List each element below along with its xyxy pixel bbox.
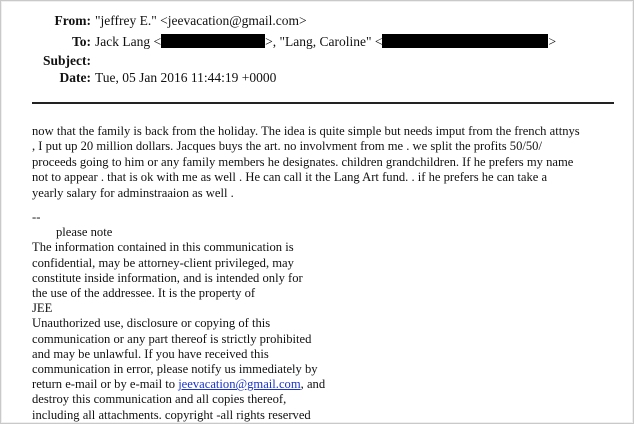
- to-value: [95, 32, 556, 52]
- disclaimer-line: The information contained in this communication is: [32, 240, 294, 255]
- body-line: yearly salary for adminstraaion as well .: [32, 185, 234, 200]
- disclaimer-line: constitute inside information, and is intended only for: [32, 270, 303, 285]
- signature-separator: --: [32, 210, 41, 224]
- redaction-bar: [382, 34, 548, 48]
- disclaimer-line: communication or any part thereof is strictly prohibited: [32, 331, 312, 346]
- from-value: "jeffrey E." <jeevacation@gmail.com>: [95, 13, 307, 28]
- from-row: [0, 11, 634, 31]
- body-line: now that the family is back from the holiday. The idea is quite simple but needs imput from the french attnys: [32, 124, 580, 138]
- redaction-bar: [161, 34, 265, 48]
- return-prefix: return e-mail or by e-mail to: [32, 377, 179, 392]
- signature-block: [32, 210, 325, 423]
- disclaimer-line-email: [32, 377, 325, 392]
- disclaimer-line: Unauthorized use, disclosure or copying of this: [32, 316, 271, 331]
- please-note: please note: [56, 225, 113, 240]
- disclaimer-line: the use of the addressee. It is the property of: [32, 286, 256, 301]
- from-label: From:: [54, 13, 91, 28]
- body-line: , I put up 20 million dollars. Jacques buys the art. no involvment from me . we split the profits 50/50/: [32, 139, 542, 154]
- disclaimer-line: confidential, may be attorney-client privileged, may: [32, 255, 294, 270]
- to-row: [0, 32, 634, 52]
- date-label: Date:: [59, 70, 91, 85]
- body-line: proceeds going to him or any family members he designates. children grandchildren. If he prefers my name: [32, 154, 574, 169]
- body-line: not to appear . that is ok with me as well . He can call it the Lang Art fund. . if he prefers he can take a: [32, 170, 548, 185]
- email-link[interactable]: jeevacation@gmail.com: [178, 377, 301, 392]
- disclaimer-line: JEE: [32, 301, 53, 316]
- to-recipient-2: >, "Lang, Caroline" <: [265, 34, 383, 49]
- disclaimer-line: and may be unlawful. If you have received this: [32, 346, 269, 361]
- return-suffix: , and: [300, 377, 326, 392]
- to-recipient-1: Jack Lang <: [95, 34, 162, 49]
- disclaimer-line: communication in error, please notify us immediately by: [32, 362, 318, 377]
- date-value: Tue, 05 Jan 2016 11:44:19 +0000: [95, 70, 277, 85]
- header-divider: [32, 102, 614, 104]
- date-row: [0, 68, 634, 88]
- to-close: >: [548, 34, 557, 49]
- disclaimer-line: destroy this communication and all copies thereof,: [32, 392, 287, 407]
- to-label: To:: [71, 34, 91, 49]
- message-body: [32, 124, 622, 201]
- subject-label: Subject:: [43, 53, 91, 68]
- disclaimer-line: including all attachments. copyright -all rights reserved: [32, 407, 311, 422]
